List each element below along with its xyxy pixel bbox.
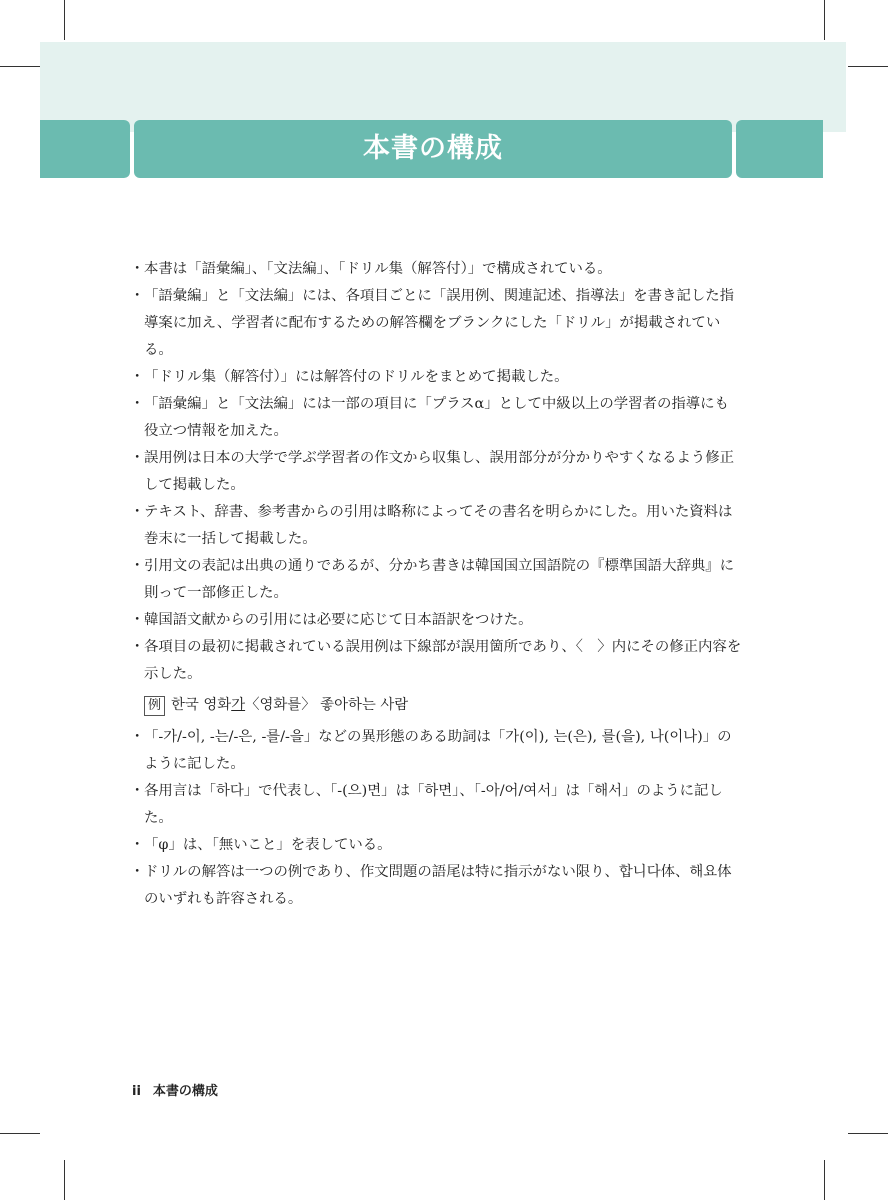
bullet: ・: [130, 558, 145, 574]
list-item-text: 誤用例は日本の大学で学ぶ学習者の作文から収集し、誤用部分が分かりやすくなるよう修正して掲載した。: [144, 450, 735, 493]
list-item-text: 「語彙編」と「文法編」には、各項目ごとに「誤用例、関連記述、指導法」を書き記した指導案に加え、学習者に配布するための解答欄をブランクにした「ドリル」が掲載されている。: [144, 288, 735, 358]
bullet: ・: [130, 837, 145, 853]
list-item: [130, 445, 742, 499]
page-footer: [132, 1080, 218, 1099]
list-item: [130, 256, 742, 283]
page-number: ii: [132, 1084, 141, 1099]
list-item-text: 引用文の表記は出典の通りであるが、分かち書きは韓国国立国語院の『標準国語大辞典』に則って一部修正した。: [144, 558, 735, 601]
bullet: ・: [130, 612, 145, 628]
bullet: ・: [130, 261, 145, 277]
crop-mark: [824, 0, 825, 40]
list-item: [130, 832, 742, 859]
header-tab-left: [40, 120, 130, 178]
crop-mark: [64, 1160, 65, 1200]
example-mark: 例: [144, 696, 165, 716]
crop-mark: [0, 1133, 40, 1134]
list-item-text: 「-가/-이, -는/-은, -를/-을」などの異形態のある助詞は「가(이), 는(은), 를(을), 나(이나)」のように記した。: [144, 729, 732, 772]
crop-mark: [0, 66, 40, 67]
list-item-text: 韓国語文献からの引用には必要に応じて日本語訳をつけた。: [144, 612, 533, 628]
header-tab-right: [736, 120, 823, 178]
page-title: 本書の構成: [363, 133, 503, 164]
bullet: ・: [130, 369, 145, 385]
list-item-text: ドリルの解答は一つの例であり、作文問題の語尾は特に指示がない限り、합니다体、해요体のいずれも許容される。: [144, 864, 732, 907]
list-item-text: テキスト、辞書、参考書からの引用は略称によってその書名を明らかにした。用いた資料は巻末に一括して掲載した。: [144, 504, 733, 547]
crop-mark: [848, 1133, 888, 1134]
bullet: ・: [130, 639, 145, 655]
list-item: [130, 607, 742, 634]
bullet: ・: [130, 396, 145, 412]
list-item: [130, 499, 742, 553]
list-item-text: 「語彙編」と「文法編」には一部の項目に「プラスα」として中級以上の学習者の指導にも役立つ情報を加えた。: [144, 396, 729, 439]
header-band: [40, 120, 823, 178]
list-item: [130, 778, 742, 832]
header-background: [40, 42, 846, 132]
list-item: [130, 364, 742, 391]
bullet: ・: [130, 450, 145, 466]
list-item-text: 各用言は「하다」で代表し、「-(으)면」は「하면」、「-아/어/여서」は「해서」のように記した。: [144, 783, 723, 826]
crop-mark: [848, 66, 888, 67]
bullet: ・: [130, 783, 145, 799]
list-item-text: 「ドリル集（解答付）」には解答付のドリルをまとめて掲載した。: [144, 369, 569, 385]
list-item: [130, 283, 742, 364]
list-item: [130, 634, 742, 688]
list-item: [130, 391, 742, 445]
crop-mark: [824, 1160, 825, 1200]
example-error-part: 가: [231, 697, 246, 713]
list-item: [130, 553, 742, 607]
structure-list: [130, 256, 742, 913]
list-item-text: 「φ」は、「無いこと」を表している。: [144, 837, 392, 853]
example-line: [130, 692, 742, 718]
footer-section-title: 本書の構成: [152, 1084, 218, 1099]
list-item: [130, 724, 742, 778]
bullet: ・: [130, 729, 145, 745]
example-text-before: 한국 영화: [171, 697, 232, 713]
crop-mark: [64, 0, 65, 40]
list-item-text: 本書は「語彙編」、「文法編」、「ドリル集（解答付）」で構成されている。: [144, 261, 612, 277]
list-item-text: 各項目の最初に掲載されている誤用例は下線部が誤用箇所であり、〈 〉内にその修正内容を示した。: [144, 639, 742, 682]
list-item: [130, 859, 742, 913]
bullet: ・: [130, 864, 145, 880]
bullet: ・: [130, 288, 145, 304]
example-correction: 〈영화를〉 좋아하는 사람: [245, 697, 409, 713]
bullet: ・: [130, 504, 145, 520]
